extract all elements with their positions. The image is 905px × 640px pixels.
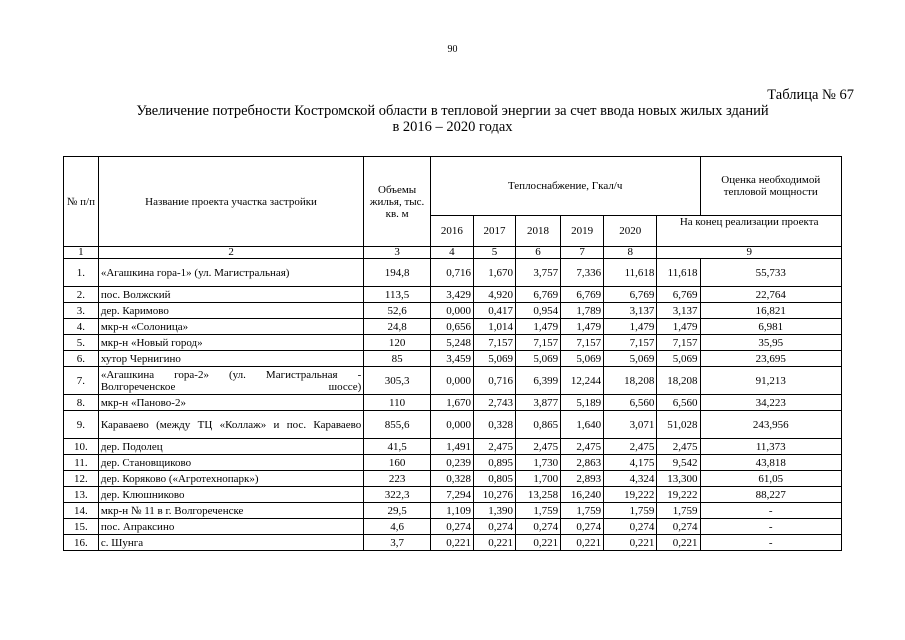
table-row — [64, 411, 842, 439]
cell-2019: 6,769 — [561, 287, 604, 303]
cell-project-end: 51,028 — [657, 411, 700, 439]
cell-num: 10. — [64, 439, 99, 455]
heat-demand-table — [63, 156, 842, 551]
cell-2016: 0,239 — [430, 455, 473, 471]
cell-project-end: 13,300 — [657, 471, 700, 487]
cell-2017: 5,069 — [473, 351, 515, 367]
cell-project-name: Караваево (между ТЦ «Коллаж» и пос. Караваево — [98, 411, 363, 439]
cell-2020: 1,479 — [604, 319, 657, 335]
header-estimate: Оценка необходимой тепловой мощности — [700, 157, 841, 216]
cell-2016: 0,000 — [430, 367, 473, 395]
header-year-2019: 2019 — [561, 216, 604, 247]
cell-volume: 160 — [364, 455, 431, 471]
cell-2019: 7,157 — [561, 335, 604, 351]
cell-project-end: 7,157 — [657, 335, 700, 351]
cell-2017: 2,743 — [473, 395, 515, 411]
cell-2019: 1,479 — [561, 319, 604, 335]
cell-num: 9. — [64, 411, 99, 439]
table-row — [64, 487, 842, 503]
table-header — [64, 157, 842, 259]
cell-estimate: - — [700, 535, 841, 551]
cell-2018: 1,479 — [515, 319, 560, 335]
cell-num: 16. — [64, 535, 99, 551]
cell-2016: 0,274 — [430, 519, 473, 535]
col-number-5: 5 — [473, 247, 515, 259]
table-row — [64, 287, 842, 303]
table-row — [64, 455, 842, 471]
cell-2016: 1,109 — [430, 503, 473, 519]
cell-2018: 1,759 — [515, 503, 560, 519]
cell-estimate: 6,981 — [700, 319, 841, 335]
cell-project-name: пос. Волжский — [98, 287, 363, 303]
col-number-3: 3 — [364, 247, 431, 259]
cell-volume: 322,3 — [364, 487, 431, 503]
title-line-2: в 2016 – 2020 годах — [392, 119, 513, 135]
cell-estimate: 22,764 — [700, 287, 841, 303]
header-project-end: На конец реализации проекта — [657, 216, 842, 247]
cell-estimate: 55,733 — [700, 259, 841, 287]
cell-2016: 0,656 — [430, 319, 473, 335]
table-body — [64, 259, 842, 551]
table-row — [64, 335, 842, 351]
cell-project-name: мкр-н «Паново-2» — [98, 395, 363, 411]
cell-volume: 305,3 — [364, 367, 431, 395]
cell-volume: 4,6 — [364, 519, 431, 535]
cell-volume: 41,5 — [364, 439, 431, 455]
header-year-2018: 2018 — [515, 216, 560, 247]
cell-volume: 110 — [364, 395, 431, 411]
cell-2017: 0,805 — [473, 471, 515, 487]
cell-2019: 1,759 — [561, 503, 604, 519]
cell-num: 13. — [64, 487, 99, 503]
table-row — [64, 259, 842, 287]
cell-2019: 1,640 — [561, 411, 604, 439]
table-row — [64, 319, 842, 335]
cell-estimate: 34,223 — [700, 395, 841, 411]
col-number-8: 8 — [604, 247, 657, 259]
cell-2018: 0,954 — [515, 303, 560, 319]
cell-2019: 5,069 — [561, 351, 604, 367]
cell-num: 7. — [64, 367, 99, 395]
cell-2017: 10,276 — [473, 487, 515, 503]
cell-project-name: дер. Каримово — [98, 303, 363, 319]
cell-2017: 4,920 — [473, 287, 515, 303]
cell-volume: 223 — [364, 471, 431, 487]
cell-project-name: «Агашкина гора-2» (ул. Магистральная - Волгореченское шоссе) — [98, 367, 363, 395]
cell-project-end: 6,769 — [657, 287, 700, 303]
header-heat-supply: Теплоснабжение, Гкал/ч — [430, 157, 700, 216]
table-row — [64, 395, 842, 411]
col-number-2: 2 — [98, 247, 363, 259]
cell-project-end: 1,479 — [657, 319, 700, 335]
cell-2017: 2,475 — [473, 439, 515, 455]
cell-estimate: 23,695 — [700, 351, 841, 367]
header-year-2017: 2017 — [473, 216, 515, 247]
table-row — [64, 535, 842, 551]
table-label: Таблица № 67 — [767, 87, 854, 103]
cell-project-name: дер. Коряково («Агротехнопарк») — [98, 471, 363, 487]
cell-num: 2. — [64, 287, 99, 303]
title-line-1: Увеличение потребности Костромской области в тепловой энергии за счет ввода новых жилых зданий — [136, 103, 769, 119]
cell-2019: 2,893 — [561, 471, 604, 487]
cell-2018: 7,157 — [515, 335, 560, 351]
cell-2018: 3,877 — [515, 395, 560, 411]
cell-num: 4. — [64, 319, 99, 335]
cell-2019: 0,221 — [561, 535, 604, 551]
cell-project-name: дер. Клюшниково — [98, 487, 363, 503]
cell-2020: 18,208 — [604, 367, 657, 395]
cell-estimate: 91,213 — [700, 367, 841, 395]
cell-2017: 0,221 — [473, 535, 515, 551]
cell-num: 6. — [64, 351, 99, 367]
cell-2017: 0,417 — [473, 303, 515, 319]
table-row — [64, 367, 842, 395]
page-number: 90 — [447, 44, 458, 55]
cell-2019: 2,475 — [561, 439, 604, 455]
cell-2019: 16,240 — [561, 487, 604, 503]
cell-2020: 4,175 — [604, 455, 657, 471]
cell-2019: 0,274 — [561, 519, 604, 535]
cell-project-end: 6,560 — [657, 395, 700, 411]
cell-num: 14. — [64, 503, 99, 519]
cell-2017: 0,716 — [473, 367, 515, 395]
cell-2020: 3,071 — [604, 411, 657, 439]
cell-2020: 11,618 — [604, 259, 657, 287]
cell-2019: 1,789 — [561, 303, 604, 319]
cell-volume: 29,5 — [364, 503, 431, 519]
cell-2018: 3,757 — [515, 259, 560, 287]
cell-2020: 0,221 — [604, 535, 657, 551]
cell-2016: 3,459 — [430, 351, 473, 367]
cell-project-name: мкр-н «Солоница» — [98, 319, 363, 335]
cell-project-name: с. Шунга — [98, 535, 363, 551]
cell-volume: 120 — [364, 335, 431, 351]
cell-project-end: 1,759 — [657, 503, 700, 519]
cell-2018: 0,865 — [515, 411, 560, 439]
cell-project-end: 0,274 — [657, 519, 700, 535]
cell-estimate: 35,95 — [700, 335, 841, 351]
cell-project-end: 18,208 — [657, 367, 700, 395]
cell-estimate: 61,05 — [700, 471, 841, 487]
cell-volume: 24,8 — [364, 319, 431, 335]
cell-volume: 855,6 — [364, 411, 431, 439]
cell-2019: 7,336 — [561, 259, 604, 287]
cell-2016: 0,000 — [430, 411, 473, 439]
cell-project-end: 19,222 — [657, 487, 700, 503]
cell-2018: 0,274 — [515, 519, 560, 535]
cell-2020: 4,324 — [604, 471, 657, 487]
cell-estimate: - — [700, 519, 841, 535]
cell-estimate: 11,373 — [700, 439, 841, 455]
cell-2019: 2,863 — [561, 455, 604, 471]
cell-estimate: - — [700, 503, 841, 519]
cell-num: 12. — [64, 471, 99, 487]
cell-project-name: мкр-н № 11 в г. Волгореченске — [98, 503, 363, 519]
cell-estimate: 43,818 — [700, 455, 841, 471]
cell-2020: 0,274 — [604, 519, 657, 535]
cell-2018: 1,730 — [515, 455, 560, 471]
cell-2017: 1,390 — [473, 503, 515, 519]
cell-2020: 7,157 — [604, 335, 657, 351]
cell-num: 11. — [64, 455, 99, 471]
cell-project-name: пос. Апраксино — [98, 519, 363, 535]
cell-2016: 0,328 — [430, 471, 473, 487]
header-num: № п/п — [64, 157, 99, 247]
cell-project-end: 9,542 — [657, 455, 700, 471]
cell-2018: 2,475 — [515, 439, 560, 455]
cell-2017: 1,014 — [473, 319, 515, 335]
cell-project-name: дер. Становщиково — [98, 455, 363, 471]
table-row — [64, 471, 842, 487]
cell-2020: 6,560 — [604, 395, 657, 411]
cell-estimate: 88,227 — [700, 487, 841, 503]
cell-2018: 6,399 — [515, 367, 560, 395]
cell-project-end: 0,221 — [657, 535, 700, 551]
cell-volume: 113,5 — [364, 287, 431, 303]
cell-2019: 12,244 — [561, 367, 604, 395]
cell-2018: 1,700 — [515, 471, 560, 487]
cell-project-end: 5,069 — [657, 351, 700, 367]
cell-2016: 3,429 — [430, 287, 473, 303]
col-number-1: 1 — [64, 247, 99, 259]
table-title — [60, 103, 845, 135]
cell-estimate: 243,956 — [700, 411, 841, 439]
cell-volume: 3,7 — [364, 535, 431, 551]
cell-2018: 5,069 — [515, 351, 560, 367]
cell-2016: 1,670 — [430, 395, 473, 411]
table-row — [64, 439, 842, 455]
cell-project-name: мкр-н «Новый город» — [98, 335, 363, 351]
col-number-9: 9 — [657, 247, 842, 259]
cell-2019: 5,189 — [561, 395, 604, 411]
table-row — [64, 519, 842, 535]
cell-2017: 0,895 — [473, 455, 515, 471]
cell-num: 15. — [64, 519, 99, 535]
col-number-4: 4 — [430, 247, 473, 259]
cell-project-name: дер. Подолец — [98, 439, 363, 455]
cell-2020: 2,475 — [604, 439, 657, 455]
cell-2020: 1,759 — [604, 503, 657, 519]
col-number-7: 7 — [561, 247, 604, 259]
cell-2020: 3,137 — [604, 303, 657, 319]
cell-2016: 0,221 — [430, 535, 473, 551]
cell-2017: 0,328 — [473, 411, 515, 439]
header-year-2020: 2020 — [604, 216, 657, 247]
cell-num: 5. — [64, 335, 99, 351]
cell-2016: 1,491 — [430, 439, 473, 455]
table-row — [64, 351, 842, 367]
cell-project-end: 2,475 — [657, 439, 700, 455]
cell-project-name: хутор Чернигино — [98, 351, 363, 367]
cell-project-end: 11,618 — [657, 259, 700, 287]
header-name: Название проекта участка застройки — [98, 157, 363, 247]
cell-2018: 6,769 — [515, 287, 560, 303]
cell-2016: 7,294 — [430, 487, 473, 503]
cell-2017: 0,274 — [473, 519, 515, 535]
header-volume: Объемы жилья, тыс. кв. м — [364, 157, 431, 247]
table-row — [64, 503, 842, 519]
cell-num: 1. — [64, 259, 99, 287]
cell-project-end: 3,137 — [657, 303, 700, 319]
col-number-6: 6 — [515, 247, 560, 259]
cell-volume: 85 — [364, 351, 431, 367]
cell-estimate: 16,821 — [700, 303, 841, 319]
cell-2016: 5,248 — [430, 335, 473, 351]
cell-2016: 0,716 — [430, 259, 473, 287]
cell-num: 3. — [64, 303, 99, 319]
cell-2017: 1,670 — [473, 259, 515, 287]
cell-2020: 19,222 — [604, 487, 657, 503]
cell-2020: 6,769 — [604, 287, 657, 303]
cell-2020: 5,069 — [604, 351, 657, 367]
table-row — [64, 303, 842, 319]
cell-project-name: «Агашкина гора-1» (ул. Магистральная) — [98, 259, 363, 287]
cell-num: 8. — [64, 395, 99, 411]
cell-2018: 13,258 — [515, 487, 560, 503]
cell-2016: 0,000 — [430, 303, 473, 319]
cell-2018: 0,221 — [515, 535, 560, 551]
cell-volume: 194,8 — [364, 259, 431, 287]
cell-2017: 7,157 — [473, 335, 515, 351]
header-year-2016: 2016 — [430, 216, 473, 247]
cell-volume: 52,6 — [364, 303, 431, 319]
